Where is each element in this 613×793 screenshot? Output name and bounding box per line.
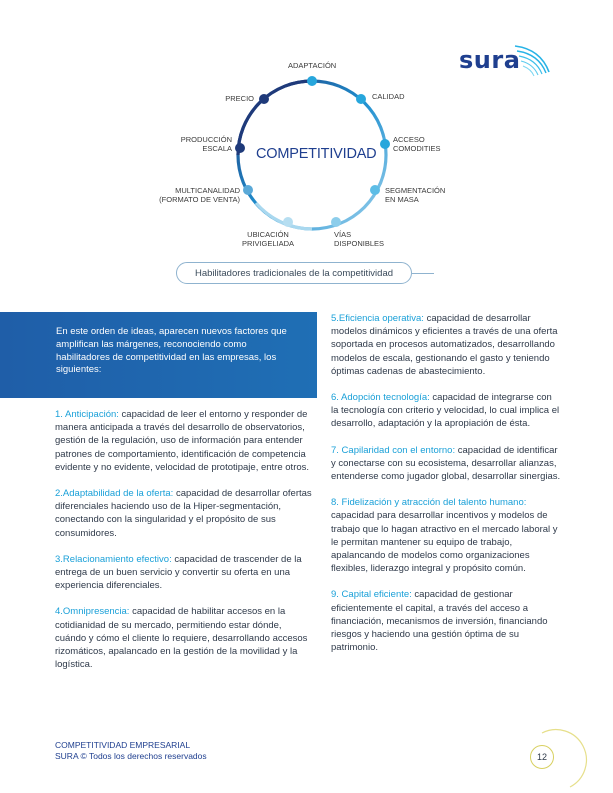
node-produccion bbox=[235, 143, 245, 153]
list-item bbox=[55, 487, 315, 540]
item-body: capacidad de habilitar accesos en la cotidianidad de su mercado, permitiendo estar dónde, cuándo y cómo el cliente lo requiere, desarrollando accesos rizomáticos, apalancado en la gestión de la movilidad y la logística. bbox=[55, 606, 308, 671]
list-item bbox=[331, 588, 561, 654]
label-segmentacion: SEGMENTACIÓN EN MASA bbox=[385, 186, 446, 204]
node-precio bbox=[259, 94, 269, 104]
item-title: 2.Adaptabilidad de la oferta: bbox=[55, 488, 174, 500]
list-item bbox=[331, 496, 561, 575]
label-produccion: PRODUCCIÓN ESCALA bbox=[180, 135, 232, 153]
item-title: 3.Relacionamiento efectivo: bbox=[55, 553, 172, 565]
page-number: 12 bbox=[530, 745, 554, 769]
footer-copyright: SURA © Todos los derechos reservados bbox=[55, 751, 207, 761]
node-multicanal bbox=[243, 185, 253, 195]
item-body: capacidad de trascender de la entrega de un buen servicio y convertir su oferta en una experiencia diferenciales. bbox=[55, 553, 302, 592]
node-calidad bbox=[356, 94, 366, 104]
footer-title: COMPETITIVIDAD EMPRESARIAL bbox=[55, 740, 191, 750]
list-item bbox=[331, 312, 561, 378]
diagram-caption bbox=[176, 262, 456, 286]
label-calidad: CALIDAD bbox=[372, 92, 405, 101]
label-multicanalidad: MULTICANALIDAD (FORMATO DE VENTA) bbox=[159, 186, 240, 204]
label-adaptacion: ADAPTACIÓN bbox=[288, 61, 337, 70]
item-body: capacidad para desarrollar incentivos y modelos de trabajo que lo hagan atractivo en el mercado laboral y le permitan mantener su equipo de trabajo, apalancando de modelos como organizaciones flexibles, liderazgo integral y propósito común. bbox=[331, 510, 558, 575]
item-body: capacidad de desarrollar ofertas diferenciales haciendo uso de la Hiper-segmentación, conectando con la singularidad y el propósito de sus consumidores. bbox=[55, 488, 312, 539]
cycle-ring-dark-arc bbox=[238, 81, 312, 155]
caption-connector-line bbox=[412, 273, 434, 274]
label-precio: PRECIO bbox=[225, 94, 254, 103]
item-body: capacidad de leer el entorno y responder de manera anticipada a través del desarrollo de observatorios, gestión de la regulación, uso de información para entender patrones de comportamiento, identificación de competencia evidente y no evidente, velocidad de prototipaje, entre otros. bbox=[55, 409, 310, 473]
diagram-caption-pill: Habilitadores tradicionales de la competitividad bbox=[176, 262, 412, 284]
list-item bbox=[331, 391, 561, 431]
item-title: 4.Omnipresencia: bbox=[55, 606, 130, 618]
logo-wordmark: sura bbox=[459, 46, 521, 74]
item-title: 8. Fidelización y atracción del talento humano: bbox=[331, 497, 527, 509]
right-column bbox=[331, 312, 561, 667]
footer bbox=[55, 740, 207, 762]
node-adaptacion bbox=[307, 76, 317, 86]
label-acceso: ACCESO COMODITIES bbox=[393, 135, 441, 153]
label-vias: VÍAS DISPONIBLES bbox=[334, 230, 385, 248]
node-acceso bbox=[380, 139, 390, 149]
item-title: 6. Adopción tecnología: bbox=[331, 392, 430, 404]
item-body: capacidad de integrarse con la tecnología con criterio y velocidad, lo cual implica el desarrollo, adaptación y la apropiación de ésta. bbox=[331, 392, 560, 430]
diagram-center-title: COMPETITIVIDAD bbox=[256, 146, 377, 162]
list-item bbox=[55, 408, 315, 474]
label-ubicacion: UBICACIÓN PRIVIGELIADA bbox=[241, 230, 295, 248]
item-title: 1. Anticipación: bbox=[55, 409, 119, 420]
node-vias bbox=[331, 217, 341, 227]
node-segmentacion bbox=[370, 185, 380, 195]
item-body: capacidad de gestionar eficientemente el capital, a través del acceso a financiación, mecanismos de inversión, financiando riesgos y haciendo una gestión óptima de su patrimonio. bbox=[331, 589, 548, 654]
left-column bbox=[55, 408, 315, 684]
item-title: 9. Capital eficiente: bbox=[331, 589, 412, 601]
list-item bbox=[331, 444, 561, 484]
item-body: capacidad de desarrollar modelos dinámicos y eficientes a través de una oferta soportada en procesos automatizados, desarrollando modelos de escala, gestionando el gasto y teniendo óptimas cadenas de abastecimiento. bbox=[331, 313, 558, 377]
list-item bbox=[55, 553, 315, 593]
node-ubicacion bbox=[283, 217, 293, 227]
intro-box bbox=[0, 312, 317, 398]
item-title: 7. Capilaridad con el entorno: bbox=[331, 444, 456, 456]
intro-text: En este orden de ideas, aparecen nuevos factores que amplifican las márgenes, reconociendo como habilitadores de competitividad en las empresas, los siguientes: bbox=[56, 326, 287, 376]
list-item bbox=[55, 605, 315, 671]
item-title: 5.Eficiencia operativa: bbox=[331, 313, 424, 324]
item-body: capacidad de identificar y conectarse con su ecosistema, desarrollar alianzas, entenderse como jugador global, desarrollar sinergias. bbox=[331, 444, 561, 483]
